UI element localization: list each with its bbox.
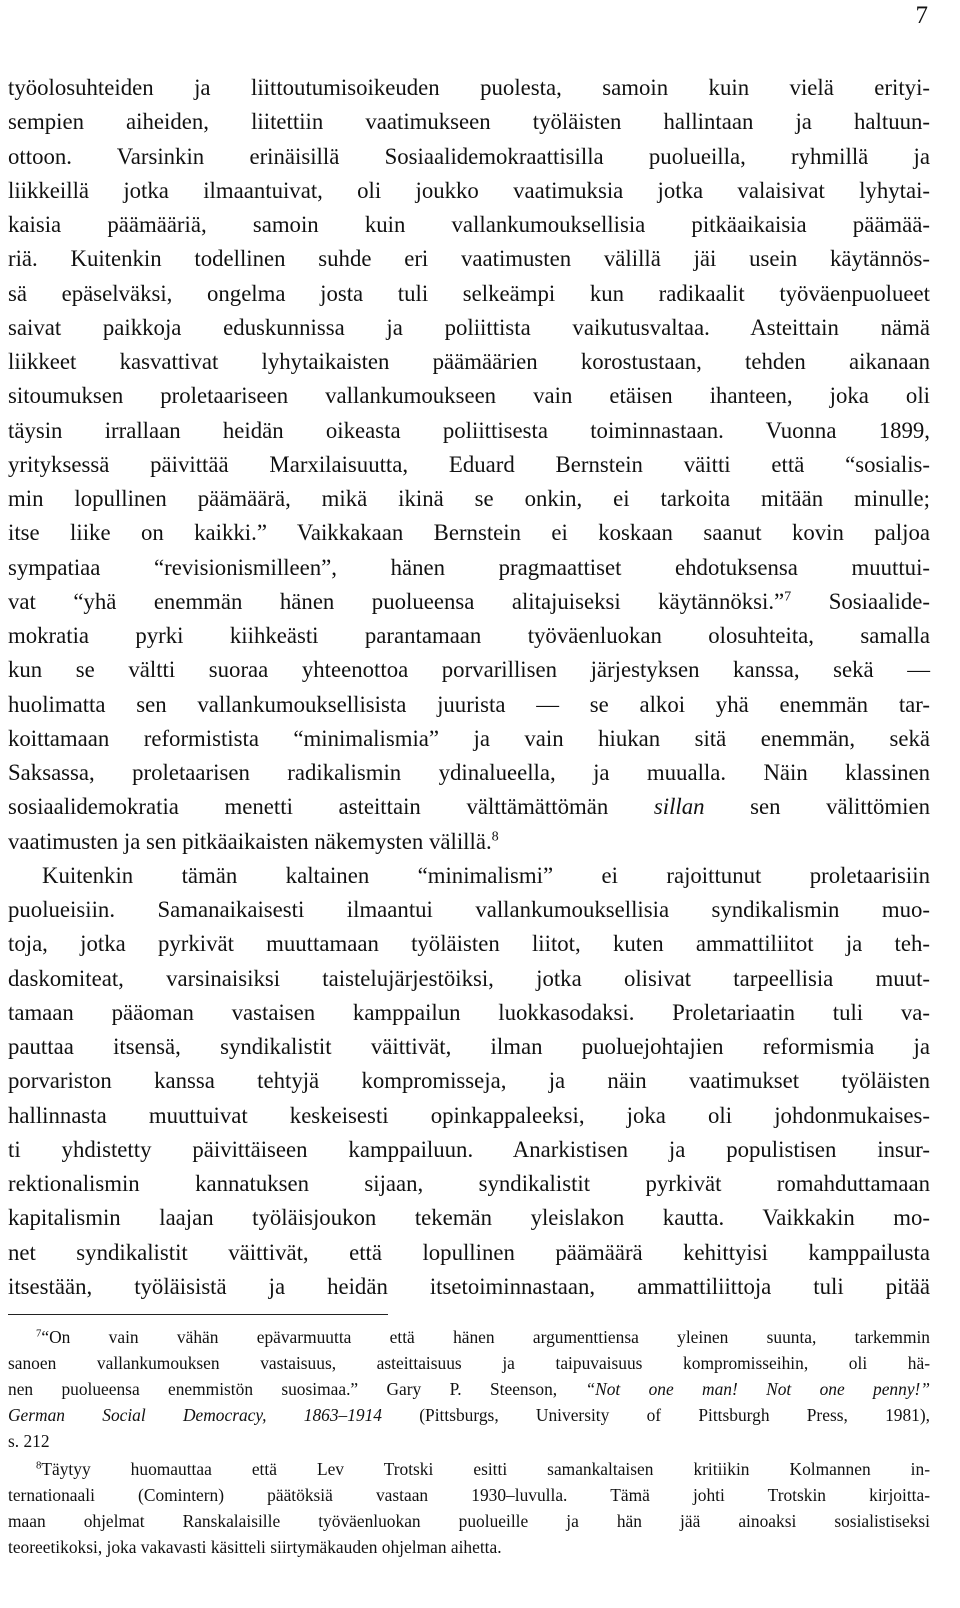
body-line: tamaan pääoman vastaisen kamppailun luokkasodaksi. Proletariaatin tuli va- <box>8 999 930 1025</box>
line-text: nen puolueensa enemmistön suosimaa.” Gary P. Steenson, <box>8 1379 586 1399</box>
body-line: sä epäselväksi, ongelma josta tuli selkeämpi kun radikaalit työväenpuolueet <box>8 280 930 306</box>
body-line: kun se vältti suoraa yhteenottoa porvarillisen järjestyksen kanssa, sekä — <box>8 657 930 683</box>
body-line <box>8 796 930 819</box>
footnote-text: “On vain vähän epävarmuutta että hänen argumenttiensa yleinen suunta, tarkemmin <box>41 1327 930 1347</box>
body-line: sympatiaa “revisionismilleen”, hänen pragmaattiset ehdotuksensa muuttui- <box>8 554 930 580</box>
italic-text: “Not one man! Not one penny!” <box>585 1379 930 1399</box>
footnote-line <box>8 1407 930 1424</box>
footnote-ref: 8 <box>491 828 499 845</box>
footnote-marker: 8 <box>36 1459 42 1472</box>
body-line: sitoumuksen proletaariseen vallankumoukseen vain etäisen ihanteen, joka oli <box>8 383 930 409</box>
footnote-line: sanoen vallankumouksen vastaisuus, asteittaisuus ja taipuvaisuus kompromisseihin, oli hä- <box>8 1353 930 1373</box>
footnote-line: s. 212 <box>8 1431 50 1451</box>
line-text: sen välittömien <box>704 794 930 820</box>
body-line: kaisia päämääriä, samoin kuin vallankumouksellisia pitkäaikaisia päämää- <box>8 212 930 237</box>
footnote-line <box>8 1381 930 1398</box>
body-line: hallinnasta muuttuivat keskeisesti opinkappaleeksi, joka oli johdonmukaises- <box>8 1102 930 1128</box>
italic-text: sillan <box>653 794 705 820</box>
body-line <box>8 828 930 854</box>
page-number: 7 <box>915 2 928 29</box>
body-line: liikkeillä jotka ilmaantuivat, oli joukko vaatimuksia jotka valaisivat lyhytai- <box>8 177 930 203</box>
body-line: ottoon. Varsinkin erinäisillä Sosiaalidemokraattisilla puolueilla, ryhmillä ja <box>8 143 930 169</box>
body-line: porvariston kanssa tehtyjä kompromisseja, ja näin vaatimukset työläisten <box>8 1068 930 1094</box>
body-line: huolimatta sen vallankumouksellisista juurista — se alkoi yhä enemmän tar- <box>8 691 930 717</box>
body-line: mokratia pyrki kiihkeästi parantamaan työväenluokan olosuhteita, samalla <box>8 623 930 648</box>
body-line: kapitalismin laajan työläisjoukon tekemän yleislakon kautta. Vaikkakin mo- <box>8 1205 930 1231</box>
line-text: sosiaalidemokratia menetti asteittain välttämättömän <box>8 794 654 820</box>
body-line: saivat paikkoja eduskunnissa ja poliittista vaikutusvaltaa. Asteittain nämä <box>8 314 930 340</box>
line-text: (Pittsburgs, University of Pittsburgh Press, 1981), <box>382 1405 930 1425</box>
footnote-line: ternationaali (Comintern) päätöksiä vastaan 1930–luvulla. Tämä johti Trotskin kirjoitta- <box>8 1485 930 1505</box>
body-line: toja, jotka pyrkivät muuttamaan työläisten liitot, kuten ammattiliitot ja teh- <box>8 931 930 957</box>
body-line: sempien aiheiden, liitettiin vaatimukseen työläisten hallintaan ja haltuun- <box>8 109 930 135</box>
body-line: liikkeet kasvattivat lyhytaikaisten päämäärien korostustaan, tehden aikanaan <box>8 349 930 374</box>
body-line: itsestään, työläisistä ja heidän itsetoiminnastaan, ammattiliittoja tuli pitää <box>8 1273 930 1299</box>
body-line: Saksassa, proletaarisen radikalismin ydinalueella, ja muualla. Näin klassinen <box>8 760 930 785</box>
line-text: vaatimusten ja sen pitkäaikaisten näkemysten välillä. <box>8 828 492 854</box>
body-line: ti yhdistetty päivittäiseen kamppailuun. Anarkistisen ja populistisen insur- <box>8 1136 930 1162</box>
footnote-text: Täytyy huomauttaa että Lev Trotski esitti samankaltaisen kritiikin Kolmannen in- <box>41 1459 930 1479</box>
body-line: daskomiteat, varsinaisiksi taistelujärjestöiksi, jotka olisivat tarpeellisia muut- <box>8 965 930 991</box>
footnote-line: teoreetikoksi, joka vakavasti käsitteli siirtymäkauden ohjelman aihetta. <box>8 1537 502 1557</box>
body-line <box>8 588 930 614</box>
body-line: yrityksessä päivittää Marxilaisuutta, Eduard Bernstein väitti että “sosialis- <box>8 451 930 477</box>
body-line: puolueisiin. Samanaikaisesti ilmaantui vallankumouksellisia syndikalismin muo- <box>8 897 930 922</box>
footnote-line <box>36 1329 930 1346</box>
italic-text: German Social Democracy, 1863–1914 <box>8 1405 383 1425</box>
body-line: pauttaa itsensä, syndikalistit väittivät, ilman puoluejohtajien reformismia ja <box>8 1034 930 1059</box>
body-line: itse liike on kaikki.” Vaikkakaan Bernstein ei koskaan saanut kovin paljoa <box>8 520 930 546</box>
body-line: Kuitenkin tämän kaltainen “minimalismi” ei rajoittunut proletaarisiin <box>42 862 930 888</box>
body-line: rektionalismin kannatuksen sijaan, syndikalistit pyrkivät romahduttamaan <box>8 1171 930 1196</box>
footnote-ref: 7 <box>784 588 792 605</box>
body-line: min lopullinen päämäärä, mikä ikinä se onkin, ei tarkoita mitään minulle; <box>8 486 930 511</box>
footnote-line <box>36 1461 930 1478</box>
line-text: vat “yhä enemmän hänen puolueensa alitajuiseksi käytännöksi.” <box>8 588 785 614</box>
footnote-marker: 7 <box>36 1327 42 1340</box>
footnote-line: maan ohjelmat Ranskalaisille työväenluokan puolueille ja hän jää ainoaksi sosialistiseksi <box>8 1511 930 1531</box>
footnote-rule <box>8 1314 388 1315</box>
body-line: täysin irrallaan heidän oikeasta poliittisesta toiminnastaan. Vuonna 1899, <box>8 417 930 443</box>
body-line: koittamaan reformistista “minimalismia” ja vain hiukan sitä enemmän, sekä <box>8 725 930 751</box>
body-line: riä. Kuitenkin todellinen suhde eri vaatimusten välillä jäi usein käytännös- <box>8 246 930 272</box>
line-text: Sosiaalide- <box>791 588 930 614</box>
body-line: työolosuhteiden ja liittoutumisoikeuden puolesta, samoin kuin vielä erityi- <box>8 75 930 100</box>
body-line: net syndikalistit väittivät, että lopullinen päämäärä kehittyisi kamppailusta <box>8 1239 930 1265</box>
